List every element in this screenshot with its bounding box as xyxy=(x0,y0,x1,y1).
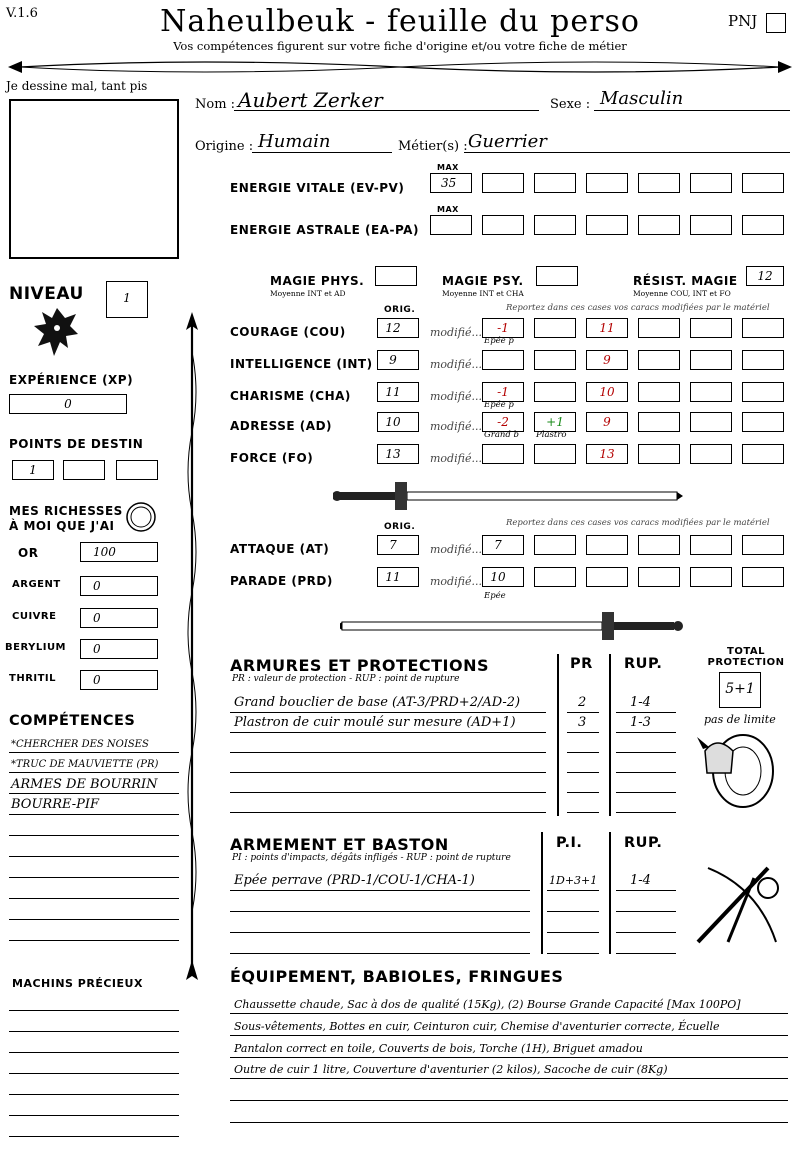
richesse-label-berylium: BERYLIUM xyxy=(5,642,67,653)
nom-value[interactable]: Aubert Zerker xyxy=(238,88,383,112)
carac-orig-value: 12 xyxy=(385,321,401,335)
combat-mod-cell[interactable] xyxy=(638,535,680,555)
combat-mod-cell[interactable] xyxy=(586,567,628,587)
carac-mod-value: -1 xyxy=(497,385,509,399)
origine-value[interactable]: Humain xyxy=(258,131,331,152)
carac-orig-value: 10 xyxy=(385,415,401,429)
arme-pi-line xyxy=(547,890,599,891)
carac-mod-cell[interactable] xyxy=(482,318,524,338)
competence-item[interactable]: ARMES DE BOURRIN xyxy=(11,777,158,792)
equipement-line[interactable]: Outre de cuir 1 litre, Couverture d'aventurier (2 kilos), Sacoche de cuir (8Kg) xyxy=(234,1063,668,1076)
armures-col-pr: PR xyxy=(570,656,593,672)
carac-mod-cell[interactable] xyxy=(638,412,680,432)
carac-mod-cell[interactable] xyxy=(690,444,732,464)
carac-mod-note: Grand b xyxy=(484,430,519,440)
competence-item[interactable]: *CHERCHER DES NOISES xyxy=(11,739,149,750)
experience-cell[interactable]: 0 xyxy=(9,394,127,414)
ev-cell[interactable] xyxy=(690,173,732,193)
magie-phys-cell[interactable] xyxy=(375,266,417,286)
carac-orig-value: 11 xyxy=(385,385,401,399)
combat-orig-cell[interactable] xyxy=(377,535,419,555)
armure-pr[interactable]: 2 xyxy=(578,695,587,710)
arme-rup-line xyxy=(616,911,676,912)
ev-cell[interactable] xyxy=(482,173,524,193)
modifie-label: modifié... xyxy=(430,420,482,433)
richesse-cell-berylium[interactable]: 0 xyxy=(80,639,158,659)
magie-phys-note: Moyenne INT et AD xyxy=(270,289,346,298)
total-protection-label-2: PROTECTION xyxy=(707,657,785,668)
armement-title: ARMEMENT ET BASTON xyxy=(230,835,449,854)
nom-label: Nom : xyxy=(195,97,236,112)
version-label: V.1.6 xyxy=(6,6,38,21)
ea-cell[interactable] xyxy=(482,215,524,235)
origine-label: Origine : xyxy=(195,139,254,154)
armure-line xyxy=(230,732,546,733)
magie-psy-note: Moyenne INT et CHA xyxy=(442,289,524,298)
armure-rup[interactable]: 1-3 xyxy=(630,715,651,730)
richesse-label-argent: ARGENT xyxy=(12,579,61,590)
ea-cell[interactable] xyxy=(638,215,680,235)
shield-helmet-icon xyxy=(695,725,777,810)
destin-label: POINTS DE DESTIN xyxy=(9,437,144,451)
armures-subtitle: PR : valeur de protection - RUP : point de rupture xyxy=(232,674,460,684)
page-title: Naheulbeuk - feuille du perso xyxy=(160,4,640,39)
carac-report-note: Reportez dans ces cases vos caracs modifiées par le matériel xyxy=(506,303,770,313)
armure-pr[interactable]: 3 xyxy=(578,715,587,730)
portrait-caption: Je dessine mal, tant pis xyxy=(6,79,148,93)
carac-label: INTELLIGENCE (INT) xyxy=(230,357,373,371)
arme-pi-line xyxy=(547,932,599,933)
page-subtitle: Vos compétences figurent sur votre fiche d'origine et/ou votre fiche de métier xyxy=(173,39,627,53)
armure-pr-line xyxy=(567,792,599,793)
equipement-line[interactable]: Pantalon correct en toile, Couverts de bois, Torche (1H), Briguet amadou xyxy=(234,1042,643,1055)
combat-label: PARADE (PRD) xyxy=(230,574,333,588)
combat-mod-cell[interactable] xyxy=(586,535,628,555)
combat-mod-cell[interactable] xyxy=(690,567,732,587)
carac-mod-cell[interactable] xyxy=(534,412,576,432)
carac-mod-note: Epée p xyxy=(484,336,514,346)
carac-mod-cell[interactable] xyxy=(586,382,628,402)
resist-magie-label: RÉSIST. MAGIE xyxy=(633,274,738,288)
carac-orig-value: 13 xyxy=(385,447,401,461)
carac-mod-value: 11 xyxy=(599,321,615,335)
ev-max-cell[interactable]: 35 xyxy=(430,173,472,193)
carac-mod-note: Epée p xyxy=(484,400,514,410)
carac-mod-value: +1 xyxy=(546,415,564,429)
richesse-label-or: OR xyxy=(18,546,39,560)
armure-rup-line xyxy=(616,792,676,793)
modifie-label: modifié... xyxy=(430,452,482,465)
combat-mod-cell[interactable] xyxy=(742,567,784,587)
armure-rup-line xyxy=(616,812,676,813)
combat-mod-cell[interactable] xyxy=(534,535,576,555)
ea-cell[interactable] xyxy=(742,215,784,235)
richesse-label-cuivre: CUIVRE xyxy=(12,611,57,622)
armure-rup-line xyxy=(616,772,676,773)
carac-mod-note: Plastro xyxy=(536,430,567,440)
carac-orig-cell[interactable] xyxy=(377,444,419,464)
combat-report-note: Reportez dans ces cases vos caracs modifiées par le matériel xyxy=(506,518,770,528)
richesses-label-2: À MOI QUE J'AI xyxy=(9,519,115,533)
total-protection-label: TOTAL xyxy=(727,646,765,657)
modifie-label: modifié... xyxy=(430,543,482,556)
armure-rup-line xyxy=(616,732,676,733)
ev-cell[interactable] xyxy=(638,173,680,193)
combat-orig-value: 7 xyxy=(389,538,397,552)
equipement-title: ÉQUIPEMENT, BABIOLES, FRINGUES xyxy=(230,967,564,986)
ea-label: ENERGIE ASTRALE (EA-PA) xyxy=(230,223,419,237)
armement-col-rup: RUP. xyxy=(624,835,663,851)
carac-mod-cell[interactable] xyxy=(534,350,576,370)
pnj-checkbox[interactable] xyxy=(766,13,786,33)
richesse-cell-thritil[interactable]: 0 xyxy=(80,670,158,690)
carac-mod-cell[interactable] xyxy=(638,382,680,402)
total-protection-note: pas de limite xyxy=(704,713,776,726)
carac-mod-cell[interactable] xyxy=(586,318,628,338)
armure-name[interactable]: Plastron de cuir moulé sur mesure (AD+1) xyxy=(234,715,516,730)
armure-rup-line xyxy=(616,752,676,753)
carac-mod-cell[interactable] xyxy=(482,444,524,464)
modifie-label: modifié... xyxy=(430,358,482,371)
armure-pr-line xyxy=(567,712,599,713)
richesses-label: MES RICHESSES xyxy=(9,504,123,518)
armure-name[interactable]: Grand bouclier de base (AT-3/PRD+2/AD-2) xyxy=(234,695,521,710)
metier-label: Métier(s) : xyxy=(398,139,468,154)
armure-pr-line xyxy=(567,732,599,733)
combat-mod-value: 10 xyxy=(490,570,506,584)
arme-line xyxy=(230,911,530,912)
carac-orig-label: ORIG. xyxy=(384,305,416,315)
modifie-label: modifié... xyxy=(430,326,482,339)
carac-orig-cell[interactable] xyxy=(377,318,419,338)
carac-mod-cell[interactable] xyxy=(638,318,680,338)
equipement-line[interactable]: Sous-vêtements, Bottes en cuir, Ceinturon cuir, Chemise d'aventurier correcte, Écuelle xyxy=(234,1020,720,1033)
armure-pr-line xyxy=(567,772,599,773)
carac-mod-value: 9 xyxy=(603,353,611,367)
sexe-value[interactable]: Masculin xyxy=(600,88,684,109)
carac-mod-cell[interactable] xyxy=(742,318,784,338)
richesse-cell-argent[interactable]: 0 xyxy=(80,576,158,596)
carac-mod-cell[interactable] xyxy=(742,382,784,402)
ev-cell[interactable] xyxy=(586,173,628,193)
magie-psy-cell[interactable] xyxy=(536,266,578,286)
competences-label: COMPÉTENCES xyxy=(9,713,136,729)
niveau-cell[interactable]: 1 xyxy=(106,281,148,318)
carac-mod-cell[interactable] xyxy=(742,350,784,370)
combat-mod-cell[interactable] xyxy=(742,535,784,555)
arme-rup-line xyxy=(616,890,676,891)
experience-label: EXPÉRIENCE (XP) xyxy=(9,373,134,387)
armure-line xyxy=(230,712,546,713)
carac-orig-cell[interactable] xyxy=(377,412,419,432)
arme-pi-line xyxy=(547,911,599,912)
arme-line xyxy=(230,932,530,933)
carac-mod-cell[interactable] xyxy=(690,382,732,402)
competence-item[interactable]: *TRUC DE MAUVIETTE (PR) xyxy=(11,759,159,770)
modifie-label: modifié... xyxy=(430,390,482,403)
arme-rup-line xyxy=(616,932,676,933)
armure-pr-line xyxy=(567,812,599,813)
armure-line xyxy=(230,752,546,753)
combat-mod-value: 7 xyxy=(494,538,502,552)
carac-mod-cell[interactable] xyxy=(690,318,732,338)
combat-mod-cell[interactable] xyxy=(690,535,732,555)
carac-mod-value: 10 xyxy=(599,385,615,399)
modifie-label: modifié... xyxy=(430,575,482,588)
combat-note: Epée xyxy=(484,591,506,601)
equipement-line[interactable]: Chaussette chaude, Sac à dos de qualité (15Kg), (2) Bourse Grande Capacité [Max 100PO] xyxy=(234,998,741,1011)
carac-mod-cell[interactable] xyxy=(586,412,628,432)
carac-label: COURAGE (COU) xyxy=(230,325,346,339)
resist-magie-cell[interactable]: 12 xyxy=(746,266,784,286)
arme-pi[interactable]: 1D+3+1 xyxy=(549,874,598,887)
combat-orig-label: ORIG. xyxy=(384,522,416,532)
ev-label: ENERGIE VITALE (EV-PV) xyxy=(230,181,405,195)
destin-cell[interactable] xyxy=(63,460,105,480)
carac-mod-cell[interactable] xyxy=(638,350,680,370)
armure-line xyxy=(230,792,546,793)
sword-icon xyxy=(333,478,683,514)
carac-mod-cell[interactable] xyxy=(534,318,576,338)
carac-mod-cell[interactable] xyxy=(586,444,628,464)
combat-orig-cell[interactable] xyxy=(377,567,419,587)
carac-orig-cell[interactable] xyxy=(377,350,419,370)
carac-mod-value: -1 xyxy=(497,321,509,335)
ev-max-label: MAX xyxy=(437,163,459,172)
carac-mod-value: -2 xyxy=(497,415,509,429)
spear-decoration xyxy=(180,312,204,980)
pnj-label: PNJ xyxy=(728,12,758,30)
armures-title: ARMURES ET PROTECTIONS xyxy=(230,656,489,675)
destin-cell[interactable]: 1 xyxy=(12,460,54,480)
arme-rup-line xyxy=(616,953,676,954)
combat-mod-cell[interactable] xyxy=(534,567,576,587)
combat-mod-cell[interactable] xyxy=(482,535,524,555)
sword-icon xyxy=(340,608,685,644)
armure-pr-line xyxy=(567,752,599,753)
carac-label: ADRESSE (AD) xyxy=(230,419,333,433)
metier-value[interactable]: Guerrier xyxy=(468,131,547,152)
weapons-icon xyxy=(688,858,788,948)
carac-mod-cell[interactable] xyxy=(482,412,524,432)
carac-mod-cell[interactable] xyxy=(586,350,628,370)
carac-mod-cell[interactable] xyxy=(742,444,784,464)
combat-mod-cell[interactable] xyxy=(482,567,524,587)
ev-cell[interactable] xyxy=(742,173,784,193)
decorative-arrow-banner xyxy=(0,52,800,82)
ea-cell[interactable] xyxy=(586,215,628,235)
ea-max-cell[interactable] xyxy=(430,215,472,235)
carac-mod-cell[interactable] xyxy=(534,382,576,402)
arme-name[interactable]: Epée perrave (PRD-1/COU-1/CHA-1) xyxy=(234,873,475,888)
destin-cell[interactable] xyxy=(116,460,158,480)
carac-label: FORCE (FO) xyxy=(230,451,314,465)
carac-mod-cell[interactable] xyxy=(534,444,576,464)
ea-cell[interactable] xyxy=(534,215,576,235)
armure-line xyxy=(230,812,546,813)
armure-line xyxy=(230,772,546,773)
competence-item[interactable]: BOURRE-PIF xyxy=(11,797,100,812)
arme-line xyxy=(230,953,530,954)
armement-col-pi: P.I. xyxy=(556,835,583,851)
coin-icon xyxy=(124,500,158,534)
armement-subtitle: PI : points d'impacts, dégâts infligés - RUP : point de rupture xyxy=(232,853,511,863)
arme-line xyxy=(230,890,530,891)
carac-orig-value: 9 xyxy=(389,353,397,367)
combat-mod-cell[interactable] xyxy=(638,567,680,587)
carac-mod-cell[interactable] xyxy=(690,412,732,432)
resist-magie-note: Moyenne COU, INT et FO xyxy=(633,289,731,298)
niveau-label: NIVEAU xyxy=(9,284,84,304)
arme-pi-line xyxy=(547,953,599,954)
richesse-cell-or[interactable]: 100 xyxy=(80,542,158,562)
machins-label: MACHINS PRÉCIEUX xyxy=(12,977,143,990)
armures-col-rup: RUP. xyxy=(624,656,663,672)
carac-mod-value: 13 xyxy=(599,447,615,461)
combat-orig-value: 11 xyxy=(385,570,401,584)
carac-mod-cell[interactable] xyxy=(690,350,732,370)
ev-cell[interactable] xyxy=(534,173,576,193)
ea-max-label: MAX xyxy=(437,205,459,214)
carac-mod-cell[interactable] xyxy=(742,412,784,432)
sexe-label: Sexe : xyxy=(550,97,591,112)
carac-mod-cell[interactable] xyxy=(482,382,524,402)
combat-label: ATTAQUE (AT) xyxy=(230,542,330,556)
armure-rup-line xyxy=(616,712,676,713)
carac-mod-value: 9 xyxy=(603,415,611,429)
carac-orig-cell[interactable] xyxy=(377,382,419,402)
ea-cell[interactable] xyxy=(690,215,732,235)
carac-mod-cell[interactable] xyxy=(482,350,524,370)
richesse-cell-cuivre[interactable]: 0 xyxy=(80,608,158,628)
total-protection-cell[interactable]: 5+1 xyxy=(719,672,761,708)
armure-rup[interactable]: 1-4 xyxy=(630,695,651,710)
richesse-label-thritil: THRITIL xyxy=(9,673,57,684)
portrait-frame[interactable] xyxy=(9,99,179,259)
carac-label: CHARISME (CHA) xyxy=(230,389,351,403)
magie-psy-label: MAGIE PSY. xyxy=(442,274,524,288)
carac-mod-cell[interactable] xyxy=(638,444,680,464)
magie-phys-label: MAGIE PHYS. xyxy=(270,274,365,288)
arme-rup[interactable]: 1-4 xyxy=(630,873,651,888)
dragon-icon xyxy=(32,304,82,364)
